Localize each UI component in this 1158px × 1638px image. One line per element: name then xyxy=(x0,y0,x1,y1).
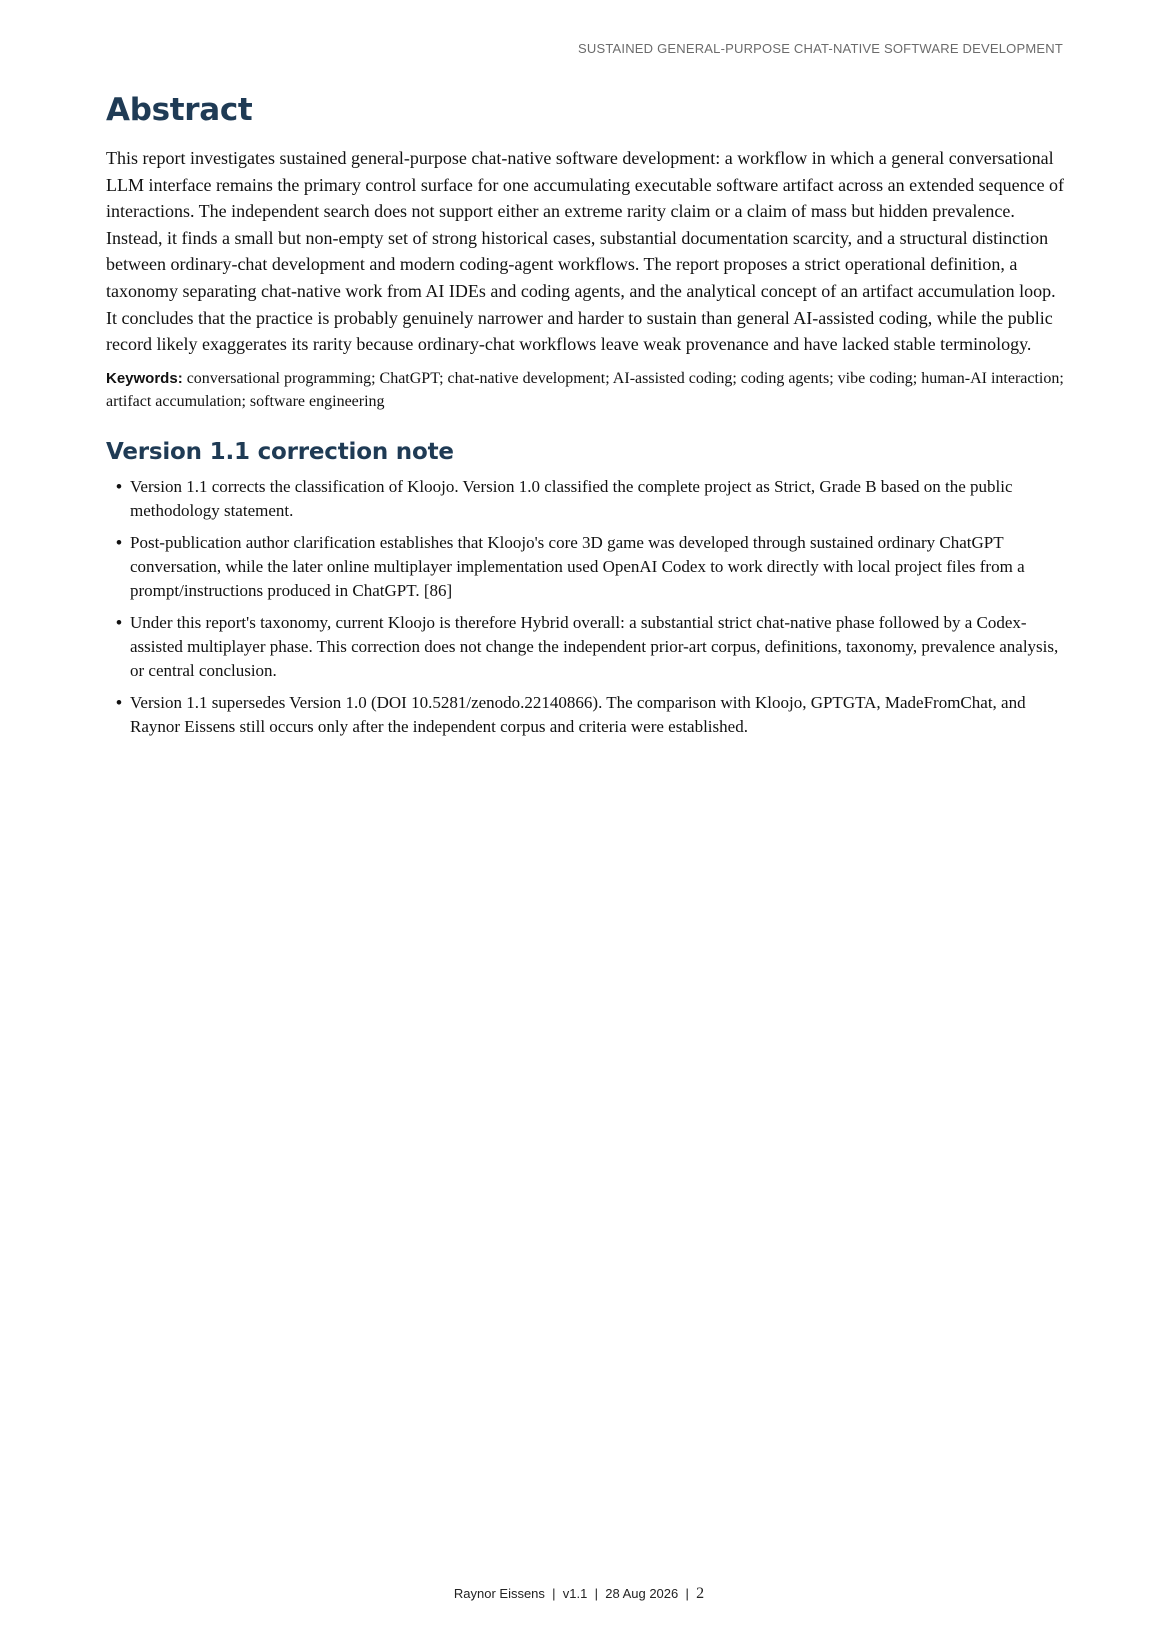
abstract-paragraph: This report investigates sustained general-purpose chat-native software development: a workflow in which a general conversational LLM interface remains the primary control surface for one accumulating executable software artifact across an extended sequence of interactions. The independent search does not support either an extreme rarity claim or a claim of mass but hidden prevalence. Instead, it finds a small but non-empty set of strong historical cases, substantial documentation scarcity, and a structural distinction between ordinary-chat development and modern coding-agent workflows. The report proposes a strict operational definition, a taxonomy separating chat-native work from AI IDEs and coding agents, and the analytical concept of an artifact accumulation loop. It concludes that the practice is probably genuinely narrower and harder to sustain than general AI-assisted coding, while the public record likely exaggerates its rarity because ordinary-chat workflows leave weak provenance and have lacked stable terminology. xyxy=(106,148,1065,355)
footer-author: Raynor Eissens xyxy=(453,1586,545,1601)
abstract-heading: Abstract xyxy=(106,92,253,128)
list-item-text: Under this report's taxonomy, current Kloojo is therefore Hybrid overall: a substantial strict chat-native phase followed by a Codex-assisted multiplayer phase. This correction does not change the independent prior-art corpus, definitions, taxonomy, prevalence analysis, or central conclusion. xyxy=(130,612,1059,680)
footer-version: v1.1 xyxy=(562,1586,588,1601)
footer-separator: | xyxy=(552,1586,556,1601)
running-header: SUSTAINED GENERAL-PURPOSE CHAT-NATIVE SOFTWARE DEVELOPMENT xyxy=(578,41,1063,56)
footer-separator: | xyxy=(594,1586,598,1601)
page-content xyxy=(106,92,1066,747)
bullet-icon: • xyxy=(116,692,122,712)
list-item-text: Post-publication author clarification establishes that Kloojo's core 3D game was developed through sustained ordinary ChatGPT conversation, while the later online multiplayer implementation used OpenAI Codex to work directly with local project files from a prompt/instructions produced in ChatGPT. [86] xyxy=(130,532,1025,600)
keywords-label: Keywords: xyxy=(106,369,183,387)
bullet-icon: • xyxy=(116,532,122,552)
list-item xyxy=(116,475,1066,523)
list-item-text: Version 1.1 supersedes Version 1.0 (DOI 10.5281/zenodo.22140866). The comparison with Kloojo, GPTGTA, MadeFromChat, and Raynor Eissens still occurs only after the independent corpus and criteria were established. xyxy=(130,692,1026,736)
footer-date: 28 Aug 2026 xyxy=(605,1586,679,1601)
list-item-text: Version 1.1 corrects the classification of Kloojo. Version 1.0 classified the complete project as Strict, Grade B based on the public methodology statement. xyxy=(130,476,1013,520)
list-item xyxy=(116,531,1066,603)
correction-list xyxy=(106,475,1066,739)
page-footer xyxy=(0,1585,1158,1603)
list-item xyxy=(116,691,1066,739)
bullet-icon: • xyxy=(116,476,122,496)
bullet-icon: • xyxy=(116,612,122,632)
footer-separator: | xyxy=(685,1586,689,1601)
keywords-list: conversational programming; ChatGPT; chat-native development; AI-assisted coding; coding agents; vibe coding; human-AI interaction; artifact accumulation; software engineering xyxy=(106,369,1064,410)
page-number: 2 xyxy=(696,1585,705,1602)
correction-heading: Version 1.1 correction note xyxy=(106,438,454,465)
list-item xyxy=(116,611,1066,683)
keywords-line xyxy=(106,367,1066,413)
